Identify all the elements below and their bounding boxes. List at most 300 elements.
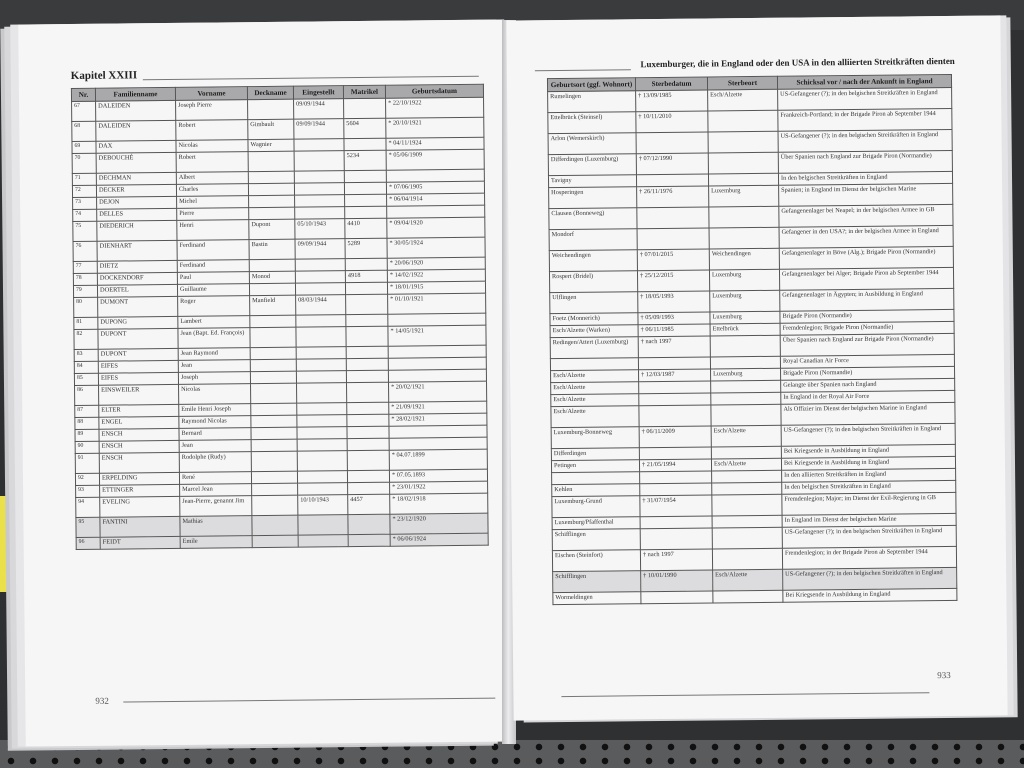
cell-deckname bbox=[250, 347, 296, 359]
cell-nr: 69 bbox=[72, 142, 96, 154]
sticky-tab bbox=[0, 496, 10, 592]
cell-ort: Kehlen bbox=[552, 484, 640, 497]
cell-eingestellt bbox=[297, 403, 347, 416]
cell-sterbedatum bbox=[639, 393, 711, 406]
cell-geburtsdatum: * 23/12/1920 bbox=[390, 513, 488, 534]
cell-ort: Redingen/Attert (Luxemburg) bbox=[550, 337, 638, 359]
cell-ort: Differdingen bbox=[551, 448, 639, 461]
cell-matrikel bbox=[346, 370, 388, 382]
cell-vorname: Charles bbox=[176, 184, 248, 197]
cell-sterbedatum: † 26/11/1976 bbox=[637, 186, 709, 208]
cell-matrikel: 5604 bbox=[344, 119, 386, 139]
column-header: Eingestellt bbox=[293, 86, 343, 100]
cell-nr: 68 bbox=[72, 122, 96, 142]
cell-ort bbox=[552, 472, 640, 485]
cell-sterbeort: Luxemburg bbox=[710, 312, 780, 325]
cell-matrikel bbox=[347, 450, 389, 470]
cell-vorname: Joseph Pierre bbox=[176, 100, 248, 121]
cell-sterbedatum: † 10/01/1990 bbox=[641, 570, 713, 592]
cell-vorname: Joseph bbox=[178, 372, 250, 385]
cell-sterbeort bbox=[712, 549, 782, 571]
footer-rule bbox=[123, 698, 495, 703]
cell-schicksal: In den belgischen Streitkräften in England bbox=[782, 481, 956, 495]
cell-sterbedatum: † 07/01/2015 bbox=[637, 249, 709, 271]
cell-sterbedatum bbox=[640, 483, 712, 496]
column-header: Sterbedatum bbox=[635, 77, 707, 91]
column-header: Schicksal vor / nach der Ankunft in England bbox=[777, 74, 951, 89]
cell-nr: 93 bbox=[76, 486, 100, 498]
cell-familienname: DOCKENDORF bbox=[97, 273, 177, 286]
cell-sterbedatum: † 31/07/1954 bbox=[640, 495, 712, 517]
cell-deckname bbox=[248, 99, 294, 119]
cell-matrikel bbox=[346, 326, 388, 346]
cell-schicksal: Royal Canadian Air Force bbox=[780, 355, 954, 369]
cell-sterbedatum bbox=[641, 591, 713, 604]
cell-familienname: DUPONT bbox=[98, 349, 178, 362]
cell-vorname: Roger bbox=[178, 296, 250, 317]
cell-familienname: DALEIDEN bbox=[96, 121, 176, 142]
cell-sterbeort: Esch/Alzette bbox=[711, 426, 781, 448]
cell-eingestellt bbox=[296, 359, 346, 372]
cell-nr: 89 bbox=[75, 430, 99, 442]
cell-eingestellt bbox=[297, 383, 347, 404]
header-rule bbox=[535, 69, 631, 71]
cell-deckname bbox=[251, 439, 297, 451]
header-rule bbox=[143, 76, 479, 81]
cell-nr: 96 bbox=[76, 538, 100, 550]
cell-familienname: EIFES bbox=[98, 373, 178, 386]
cell-deckname: Dupont bbox=[249, 219, 295, 239]
cell-sterbeort: Luxemburg bbox=[710, 291, 780, 313]
cell-geburtsdatum: * 14/02/1922 bbox=[387, 269, 485, 282]
cell-eingestellt: 09/09/1944 bbox=[294, 119, 344, 140]
cell-sterbeort: Esch/Alzette bbox=[713, 570, 783, 592]
cell-schicksal: Bei Kriegsende in Ausbildung in England bbox=[781, 445, 955, 459]
cell-schicksal: US-Gefangener (?); in den belgischen Streitkräften in England bbox=[778, 130, 952, 153]
cell-nr: 79 bbox=[73, 286, 97, 298]
cell-matrikel: 4457 bbox=[348, 494, 390, 514]
cell-familienname: DECHMAN bbox=[96, 173, 176, 186]
cell-ort: Mondorf bbox=[549, 229, 637, 251]
cell-eingestellt: 08/03/1944 bbox=[296, 295, 346, 316]
cell-ort: Weichendingen bbox=[549, 250, 637, 272]
cell-matrikel: 4918 bbox=[345, 270, 387, 282]
cell-schicksal: In England in der Royal Air Force bbox=[781, 391, 955, 405]
cell-ort: Schifflingen bbox=[552, 529, 640, 551]
cell-schicksal: Gefangenenlager bei Neapel; in der belgischen Armee in GB bbox=[779, 205, 953, 228]
cell-sterbedatum bbox=[637, 207, 709, 229]
cell-sterbeort bbox=[708, 111, 778, 133]
cell-eingestellt bbox=[296, 315, 346, 328]
cell-deckname bbox=[252, 495, 298, 515]
cell-nr: 76 bbox=[73, 242, 97, 262]
cell-schicksal: Bei Kriegsende in Ausbildung in England bbox=[783, 589, 957, 603]
cell-eingestellt bbox=[295, 259, 345, 272]
cell-deckname: Monod bbox=[249, 271, 295, 283]
cell-sterbedatum: † 18/05/1993 bbox=[638, 291, 710, 313]
cell-geburtsdatum: * 20/10/1921 bbox=[386, 117, 484, 138]
cell-eingestellt bbox=[295, 283, 345, 296]
cell-ort: Eischen (Steinfort) bbox=[552, 550, 640, 572]
cell-vorname: Paul bbox=[177, 272, 249, 285]
column-header: Nr. bbox=[71, 88, 95, 102]
column-header: Vorname bbox=[175, 87, 247, 101]
cell-deckname bbox=[249, 195, 295, 207]
cell-nr: 67 bbox=[72, 102, 96, 122]
cell-geburtsdatum bbox=[388, 345, 486, 358]
cell-familienname: DAX bbox=[96, 141, 176, 154]
cell-schicksal: Gelangte über Spanien nach England bbox=[781, 379, 955, 393]
cell-sterbeort bbox=[708, 132, 778, 154]
cell-schicksal: Fremdenlegion; in der Brigade Piron ab September 1944 bbox=[782, 547, 956, 570]
cell-matrikel bbox=[344, 182, 386, 194]
cell-geburtsdatum: * 09/04/1920 bbox=[387, 217, 485, 238]
cell-geburtsdatum: * 04/11/1924 bbox=[386, 137, 484, 150]
cell-vorname: Henri bbox=[177, 220, 249, 241]
cell-eingestellt: 10/10/1943 bbox=[298, 495, 348, 516]
column-header: Deckname bbox=[247, 86, 293, 100]
page-number: 933 bbox=[937, 669, 951, 681]
cell-schicksal: US-Gefangener (?); in den belgischen Streitkräften in England bbox=[782, 526, 956, 549]
cell-deckname bbox=[249, 259, 295, 271]
cell-matrikel bbox=[348, 482, 390, 494]
cell-nr: 77 bbox=[73, 262, 97, 274]
cell-schicksal: Frankreich-Portland; in der Brigade Piron ab September 1944 bbox=[778, 109, 952, 132]
cell-geburtsdatum: * 20/06/1920 bbox=[387, 257, 485, 270]
cell-sterbedatum: † 06/11/2009 bbox=[639, 426, 711, 448]
cell-geburtsdatum: * 01/10/1921 bbox=[388, 293, 486, 314]
cell-matrikel bbox=[344, 170, 386, 182]
fate-table bbox=[547, 74, 957, 605]
cell-ort: Hosperingen bbox=[549, 187, 637, 209]
cell-schicksal: Bei Kriegsende in Ausbildung in England bbox=[781, 457, 955, 471]
cell-ort bbox=[550, 358, 638, 371]
cell-deckname bbox=[252, 535, 298, 547]
cell-deckname: Manfield bbox=[250, 295, 296, 315]
cell-geburtsdatum: * 04.07.1899 bbox=[389, 449, 487, 470]
cell-deckname bbox=[249, 283, 295, 295]
cell-sterbeort: Esch/Alzette bbox=[711, 459, 781, 472]
cell-sterbeort bbox=[710, 336, 780, 358]
cell-eingestellt: 05/10/1943 bbox=[295, 219, 345, 240]
column-header: Matrikel bbox=[343, 85, 385, 99]
cell-vorname: Robert bbox=[176, 120, 248, 141]
cell-matrikel bbox=[347, 438, 389, 450]
cell-nr: 72 bbox=[72, 186, 96, 198]
cell-vorname: Jean Raymond bbox=[178, 348, 250, 361]
cell-deckname bbox=[251, 427, 297, 439]
cell-eingestellt bbox=[295, 207, 345, 220]
cell-vorname: Ferdinand bbox=[177, 240, 249, 261]
cell-vorname: Guillaume bbox=[177, 284, 249, 297]
cell-sterbedatum: † 07/12/1990 bbox=[636, 153, 708, 175]
cell-geburtsdatum: * 18/01/1915 bbox=[387, 281, 485, 294]
cell-ort: Differdingen (Luxemburg) bbox=[548, 154, 636, 176]
column-header: Familienname bbox=[95, 87, 175, 101]
cell-ort: Esch/Alzette bbox=[551, 382, 639, 395]
cell-ort: Wormeldingen bbox=[553, 592, 641, 605]
cell-schicksal: In den belgischen Streitkräften in England bbox=[778, 172, 952, 186]
cell-sterbeort bbox=[711, 447, 781, 460]
footer-rule bbox=[561, 692, 929, 697]
cell-vorname: Jean-Pierre, genannt Jim bbox=[180, 496, 252, 517]
cell-matrikel bbox=[346, 358, 388, 370]
cell-nr: 91 bbox=[75, 454, 99, 474]
cell-geburtsdatum bbox=[388, 313, 486, 326]
cell-deckname bbox=[251, 471, 297, 483]
cell-matrikel: 4410 bbox=[345, 218, 387, 238]
cell-matrikel bbox=[347, 414, 389, 426]
cell-vorname: Emile bbox=[180, 536, 252, 549]
cell-vorname: Jean bbox=[178, 360, 250, 373]
cell-sterbeort: Weichendingen bbox=[709, 249, 779, 271]
cell-vorname: Mathias bbox=[180, 516, 252, 537]
cell-ort: Esch/Alzette bbox=[551, 394, 639, 407]
cell-sterbedatum bbox=[639, 447, 711, 460]
right-page bbox=[506, 15, 1007, 720]
cell-sterbeort bbox=[711, 393, 781, 406]
cell-nr: 73 bbox=[73, 198, 97, 210]
cell-familienname: FANTINI bbox=[100, 517, 180, 538]
cell-deckname bbox=[250, 371, 296, 383]
cell-sterbeort bbox=[711, 381, 781, 394]
cell-sterbeort bbox=[712, 516, 782, 529]
cell-eingestellt bbox=[294, 183, 344, 196]
cell-eingestellt bbox=[294, 171, 344, 184]
cell-familienname: DIENHART bbox=[97, 241, 177, 262]
cell-familienname: DOERTEL bbox=[97, 285, 177, 298]
cell-matrikel bbox=[346, 294, 388, 314]
cell-geburtsdatum: * 07/06/1905 bbox=[386, 181, 484, 194]
cell-nr: 86 bbox=[75, 386, 99, 406]
cell-geburtsdatum: * 06/04/1914 bbox=[387, 193, 485, 206]
cell-eingestellt bbox=[297, 451, 347, 472]
cell-familienname: ENSCH bbox=[99, 453, 179, 474]
personnel-table bbox=[71, 84, 489, 551]
cell-vorname: Lambert bbox=[178, 316, 250, 329]
cell-nr: 95 bbox=[76, 518, 100, 538]
cell-matrikel bbox=[348, 514, 390, 534]
cell-schicksal: Gefangener in den USA?; in der belgischen Armee in England bbox=[779, 226, 953, 249]
cell-matrikel bbox=[344, 99, 386, 119]
cell-ort: Petingen bbox=[551, 460, 639, 473]
cell-deckname bbox=[251, 383, 297, 403]
cell-geburtsdatum bbox=[387, 205, 485, 218]
cell-deckname bbox=[252, 483, 298, 495]
cell-sterbeort bbox=[709, 228, 779, 250]
cell-vorname: René bbox=[179, 472, 251, 485]
cell-schicksal: Gefangenenlager in Böve (Alg.); Brigade Piron (Normandie) bbox=[779, 247, 953, 270]
cell-ort: Clausen (Bonneweg) bbox=[549, 208, 637, 230]
left-page bbox=[18, 19, 512, 746]
cell-geburtsdatum: * 21/09/1921 bbox=[389, 401, 487, 414]
cell-matrikel: 5289 bbox=[345, 238, 387, 258]
cell-sterbeort: Luxemburg bbox=[709, 270, 779, 292]
cell-sterbedatum: † 12/03/1987 bbox=[639, 369, 711, 382]
cell-eingestellt bbox=[297, 415, 347, 428]
cell-deckname: Wagnier bbox=[248, 139, 294, 151]
cell-familienname: EIFES bbox=[98, 361, 178, 374]
cell-sterbedatum: † 13/09/1985 bbox=[636, 90, 708, 112]
cell-nr: 84 bbox=[74, 362, 98, 374]
cell-sterbedatum bbox=[640, 528, 712, 550]
cell-familienname: DELLES bbox=[97, 209, 177, 222]
cell-vorname: Bernard bbox=[179, 428, 251, 441]
cell-nr: 92 bbox=[75, 474, 99, 486]
cell-deckname: Gimbault bbox=[248, 119, 294, 139]
cell-sterbedatum: † 06/11/1985 bbox=[638, 324, 710, 337]
cell-eingestellt bbox=[297, 427, 347, 440]
cell-schicksal: Brigade Piron (Normandie) bbox=[780, 310, 954, 324]
cell-vorname: Michel bbox=[177, 196, 249, 209]
cell-schicksal: Gefangenenlager in Ägypten; in Ausbildung in England bbox=[780, 289, 954, 312]
cell-familienname: DUPONG bbox=[98, 317, 178, 330]
cell-ort: Rospert (Bridel) bbox=[549, 271, 637, 293]
cell-vorname: Marcel Jean bbox=[180, 484, 252, 497]
cell-deckname bbox=[249, 207, 295, 219]
cell-nr: 82 bbox=[74, 330, 98, 350]
cell-geburtsdatum bbox=[388, 357, 486, 370]
cell-sterbeort bbox=[708, 153, 778, 175]
cell-familienname: DIEDERICH bbox=[97, 221, 177, 242]
cell-eingestellt bbox=[294, 139, 344, 152]
cell-matrikel bbox=[348, 534, 390, 546]
cell-deckname bbox=[250, 315, 296, 327]
cell-eingestellt bbox=[298, 515, 348, 536]
cell-schicksal: Spanien; in England im Dienst der belgischen Marine bbox=[779, 184, 953, 207]
cell-ort: Ettelbrück (Steinsel) bbox=[548, 112, 636, 134]
cell-sterbedatum: † 25/12/2015 bbox=[637, 270, 709, 292]
cell-geburtsdatum: * 06/06/1924 bbox=[390, 533, 488, 546]
cell-sterbedatum bbox=[637, 228, 709, 250]
cell-sterbedatum: † nach 1997 bbox=[640, 549, 712, 571]
cell-vorname: Nicolas bbox=[176, 140, 248, 153]
cell-matrikel bbox=[347, 470, 389, 482]
cell-deckname: Bastin bbox=[249, 239, 295, 259]
cell-nr: 71 bbox=[72, 174, 96, 186]
cell-matrikel bbox=[346, 346, 388, 358]
cell-vorname: Nicolas bbox=[179, 384, 251, 405]
cell-eingestellt bbox=[294, 151, 344, 172]
cell-schicksal: US-Gefangener (?); in den belgischen Streitkräften in England bbox=[781, 424, 955, 447]
cell-sterbedatum bbox=[636, 174, 708, 187]
cell-nr: 87 bbox=[75, 406, 99, 418]
page-title: Luxemburger, die in England oder den USA in den alliierten Streitkräften dienten bbox=[640, 55, 955, 70]
cell-ort: Esch/Alzette bbox=[551, 370, 639, 383]
cell-nr: 74 bbox=[73, 210, 97, 222]
cell-ort: Esch/Alzette (Warken) bbox=[550, 325, 638, 338]
cell-familienname: DEBOUCHÉ bbox=[96, 153, 176, 174]
cell-familienname: ERPELDING bbox=[99, 473, 179, 486]
cell-ort: Ulflingen bbox=[550, 292, 638, 314]
cell-familienname: DECKER bbox=[96, 185, 176, 198]
column-header: Geburtsort (ggf. Wohnort) bbox=[547, 78, 635, 92]
cell-matrikel bbox=[345, 194, 387, 206]
cell-familienname: EVELING bbox=[100, 497, 180, 518]
cell-sterbeort bbox=[712, 495, 782, 517]
cell-nr: 75 bbox=[73, 222, 97, 242]
cell-matrikel bbox=[345, 282, 387, 294]
column-header: Sterbeort bbox=[707, 76, 777, 90]
cell-sterbeort bbox=[709, 207, 779, 229]
page-number: 932 bbox=[95, 695, 109, 706]
cell-sterbedatum: † 21/05/1994 bbox=[639, 459, 711, 472]
cell-sterbedatum bbox=[640, 516, 712, 529]
cell-geburtsdatum: * 30/05/1924 bbox=[387, 237, 485, 258]
cell-deckname bbox=[248, 183, 294, 195]
cell-matrikel bbox=[347, 402, 389, 414]
cell-eingestellt: 09/09/1944 bbox=[294, 99, 344, 120]
cell-deckname bbox=[250, 327, 296, 347]
cell-vorname: Raymond Nicolas bbox=[179, 416, 251, 429]
cell-sterbedatum bbox=[638, 357, 710, 370]
cell-geburtsdatum: * 14/05/1921 bbox=[388, 325, 486, 346]
cell-sterbedatum bbox=[639, 405, 711, 427]
cell-vorname: Jean bbox=[179, 440, 251, 453]
cell-nr: 70 bbox=[72, 154, 96, 174]
cell-schicksal: Fremdenlegion; Major; im Dienst der Exil-Regierung in GB bbox=[782, 493, 956, 516]
cell-deckname bbox=[251, 415, 297, 427]
cell-schicksal: Über Spanien nach England zur Brigade Piron (Normandie) bbox=[778, 151, 952, 174]
cell-ort: Schifflingen bbox=[553, 571, 641, 593]
cell-schicksal: Über Spanien nach England zur Brigade Piron (Normandie) bbox=[780, 334, 954, 357]
cell-eingestellt bbox=[298, 535, 348, 548]
cell-geburtsdatum: * 23/01/1922 bbox=[390, 481, 488, 494]
cell-familienname: DALEIDEN bbox=[96, 101, 176, 122]
cell-schicksal: US-Gefangener (?); in den belgischen Streitkräften in England bbox=[778, 88, 952, 111]
cell-sterbedatum bbox=[639, 381, 711, 394]
cell-ort: Tavigny bbox=[548, 175, 636, 188]
cell-eingestellt bbox=[297, 471, 347, 484]
cell-nr: 88 bbox=[75, 418, 99, 430]
cell-nr: 78 bbox=[73, 274, 97, 286]
cell-sterbeort bbox=[712, 483, 782, 496]
cell-familienname: DEJON bbox=[97, 197, 177, 210]
cell-nr: 85 bbox=[74, 374, 98, 386]
cell-nr: 80 bbox=[74, 298, 98, 318]
cell-vorname: Rodolphe (Rudy) bbox=[179, 452, 251, 473]
cell-eingestellt bbox=[297, 439, 347, 452]
cell-geburtsdatum: * 18/02/1918 bbox=[390, 493, 488, 514]
cell-nr: 94 bbox=[76, 498, 100, 518]
cell-eingestellt bbox=[298, 483, 348, 496]
cell-ort: Esch/Alzette bbox=[551, 406, 639, 428]
cell-nr: 83 bbox=[74, 350, 98, 362]
cell-vorname: Jean (Bapt. Ed. François) bbox=[178, 328, 250, 349]
cell-sterbeort bbox=[710, 357, 780, 370]
cell-vorname: Emile Henri Joseph bbox=[179, 404, 251, 417]
cell-familienname: ENGEL bbox=[99, 417, 179, 430]
cell-sterbeort bbox=[708, 174, 778, 187]
cell-matrikel bbox=[347, 426, 389, 438]
cell-vorname: Pierre bbox=[177, 208, 249, 221]
cell-deckname bbox=[248, 151, 294, 171]
cell-schicksal: Fremdenlegion; Brigade Piron (Normandie) bbox=[780, 322, 954, 336]
cell-geburtsdatum: * 07.05.1893 bbox=[389, 469, 487, 482]
cell-schicksal: US-Gefangener (?); in den belgischen Streitkräften in England bbox=[783, 568, 957, 591]
cell-sterbedatum: † 10/11/2010 bbox=[636, 111, 708, 133]
cell-schicksal: Als Offizier im Dienst der belgischen Marine in England bbox=[781, 403, 955, 426]
cell-familienname: ENSCH bbox=[99, 441, 179, 454]
cell-sterbeort bbox=[711, 405, 781, 427]
cell-vorname: Robert bbox=[176, 152, 248, 173]
cell-schicksal: Brigade Piron (Normandie) bbox=[781, 367, 955, 381]
cell-nr: 90 bbox=[75, 442, 99, 454]
cell-sterbedatum: † nach 1997 bbox=[638, 336, 710, 358]
cell-matrikel bbox=[344, 139, 386, 151]
cell-sterbeort bbox=[713, 591, 783, 604]
cell-vorname: Ferdinand bbox=[177, 260, 249, 273]
